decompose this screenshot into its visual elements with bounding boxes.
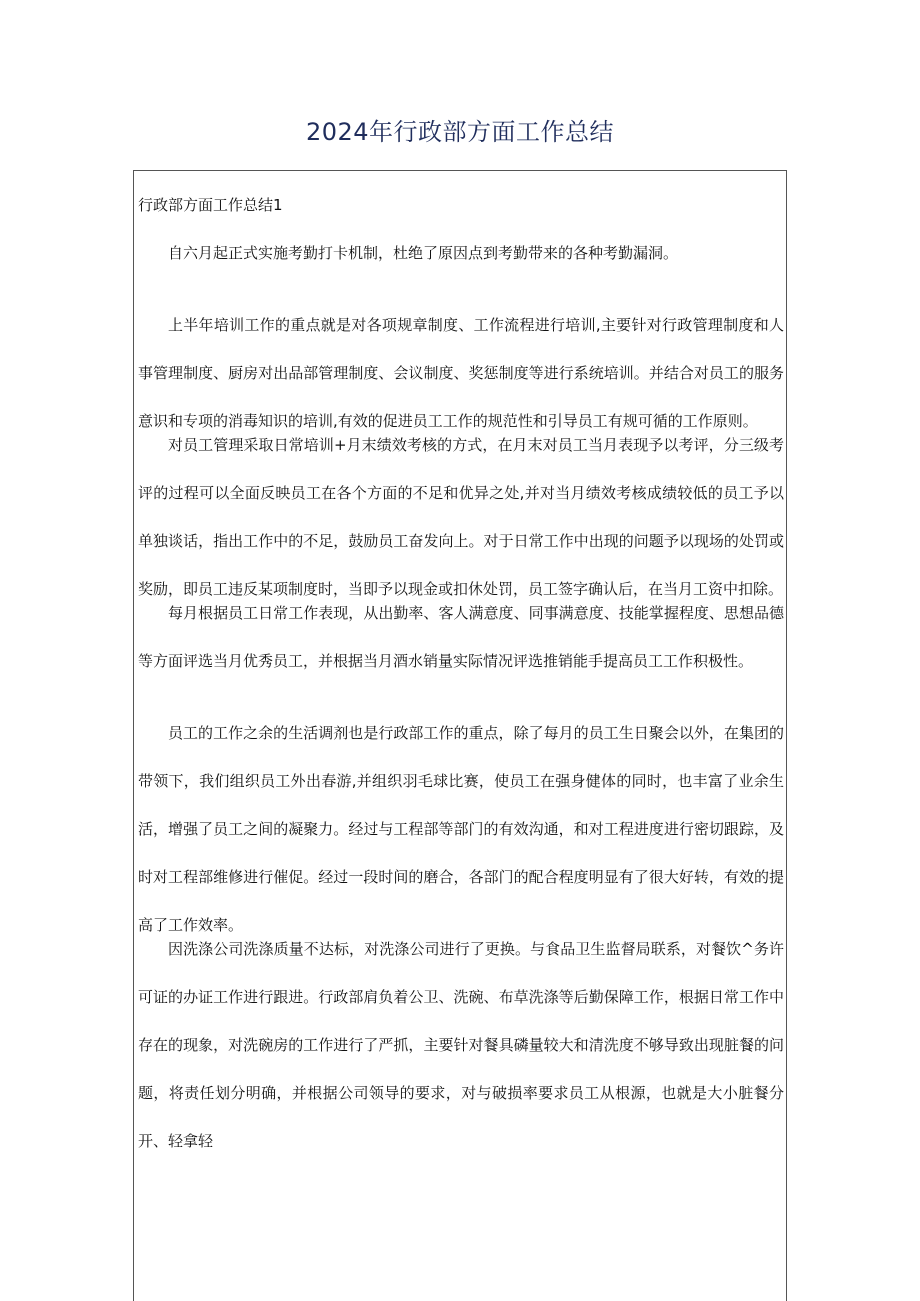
paragraph-monthly-evaluation: 每月根据员工日常工作表现，从出勤率、客人满意度、同事满意度、技能掌握程度、思想品德等方面评选当月优秀员工，并根据当月酒水销量实际情况评选推销能手提高员工工作积极性。 xyxy=(138,604,784,670)
paragraph-training: 上半年培训工作的重点就是对各项规章制度、工作流程进行培训,主要针对行政管理制度和人事管理制度、厨房对出品部管理制度、会议制度、奖惩制度等进行系统培训。并结合对员工的服务意识和专项的消毒知识的培训,有效的促进员工工作的规范性和引导员工有规可循的工作原则。 xyxy=(138,316,784,430)
paragraph-attendance: 自六月起正式实施考勤打卡机制，杜绝了原因点到考勤带来的各种考勤漏洞。 xyxy=(168,244,679,262)
page-title: 2024年行政部方面工作总结 xyxy=(305,118,615,146)
paragraph-logistics: 因洗涤公司洗涤质量不达标，对洗涤公司进行了更换。与食品卫生监督局联系，对餐饮^务许可证的办证工作进行跟进。行政部肩负着公卫、洗碗、布草洗涤等后勤保障工作，根据日常工作中存在的现象，对洗碗房的工作进行了严抓，主要针对餐具磷量较大和清洗度不够导致出现脏餐的问题，将责任划分明确，并根据公司领导的要求，对与破损率要求员工从根源，也就是大小脏餐分开、轻拿轻 xyxy=(138,940,784,1150)
section-heading: 行政部方面工作总结1 xyxy=(138,196,283,214)
paragraph-staff-activities: 员工的工作之余的生活调剂也是行政部工作的重点，除了每月的员工生日聚会以外，在集团的带领下，我们组织员工外出春游,并组织羽毛球比赛，使员工在强身健体的同时，也丰富了业余生活，增强了员工之间的凝聚力。经过与工程部等部门的有效沟通，和对工程进度进行密切跟踪，及时对工程部维修进行催促。经过一段时间的磨合，各部门的配合程度明显有了很大好转，有效的提高了工作效率。 xyxy=(138,724,784,934)
paragraph-staff-management: 对员工管理采取日常培训+月末绩效考核的方式，在月末对员工当月表现予以考评，分三级考评的过程可以全面反映员工在各个方面的不足和优异之处,并对当月绩效考核成绩较低的员工予以单独谈话，指出工作中的不足，鼓励员工奋发向上。对于日常工作中出现的问题予以现场的处罚或奖励，即员工违反某项制度时，当即予以现金或扣休处罚，员工签字确认后，在当月工资中扣除。 xyxy=(138,436,784,598)
document-body xyxy=(133,170,787,1301)
